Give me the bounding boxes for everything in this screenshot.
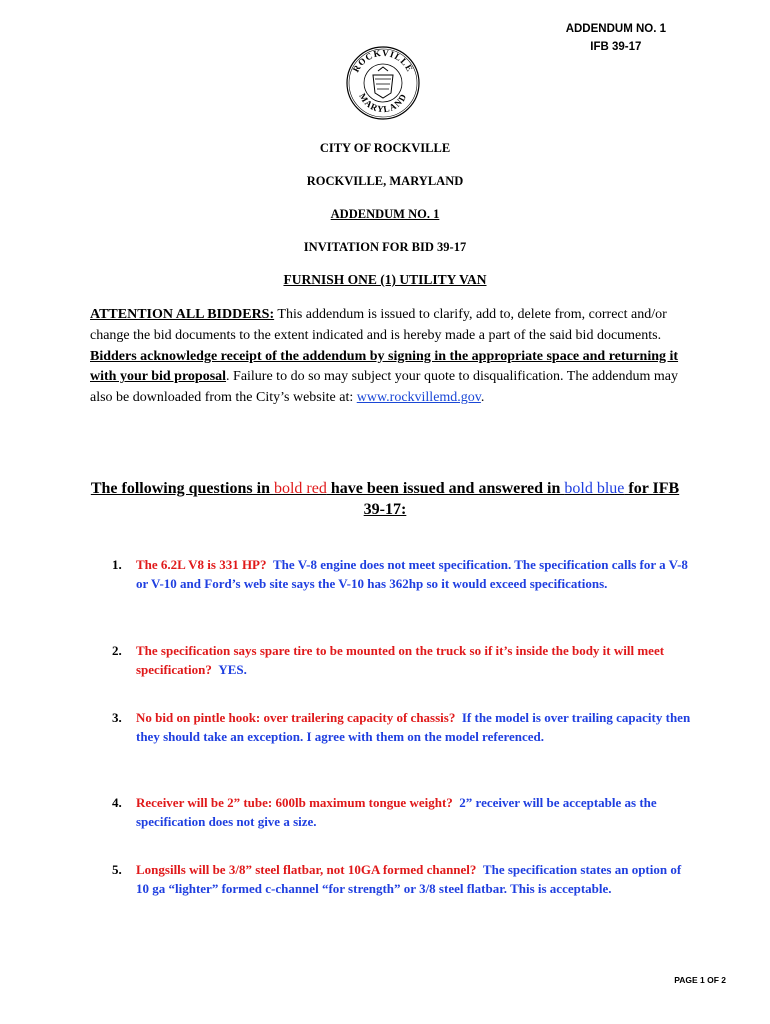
bid-subject: FURNISH ONE (1) UTILITY VAN xyxy=(283,272,487,287)
heading-part-2: have been issued and answered in xyxy=(326,480,565,497)
question-item-2 xyxy=(112,642,692,679)
answer-text: YES. xyxy=(218,661,247,677)
heading-bold-blue: bold blue xyxy=(564,480,625,497)
answer-text: 2” receiver will be acceptable as the specification does not give a size. xyxy=(136,795,657,829)
attention-text-1: This addendum is issued to clarify, add to, delete from, correct and/or change the bid documents to the extent indicated and is hereby made a part of the said bid documents. xyxy=(90,307,667,343)
city-location: ROCKVILLE, MARYLAND xyxy=(306,174,464,188)
attention-text-2: . Failure to do so may subject your quote to disqualification. The addendum may also be downloaded from the City’s website at: xyxy=(90,369,678,406)
answer-text: The V-8 engine does not meet specification. The specification calls for a V-8 or V-10 and Ford’s web site says the V-10 has 362hp so it would exceed specifications. xyxy=(136,557,688,591)
attention-paragraph xyxy=(90,305,690,409)
question-number: 4. xyxy=(112,795,122,810)
city-name: CITY OF ROCKVILLE xyxy=(319,141,451,155)
question-item-4 xyxy=(112,794,692,831)
question-item-3 xyxy=(112,709,692,746)
document-reference xyxy=(566,20,666,56)
question-text: Receiver will be 2” tube: 600lb maximum tongue weight? xyxy=(136,795,453,810)
svg-text:ROCKVILLE: ROCKVILLE xyxy=(350,47,416,74)
invitation-title: INVITATION FOR BID 39-17 xyxy=(303,240,467,254)
heading-part-3: for IFB 39-17 xyxy=(363,480,680,518)
question-number: 5. xyxy=(112,862,122,877)
city-website-link[interactable]: www.rockvillemd.gov xyxy=(356,390,481,406)
city-seal-logo xyxy=(345,45,421,121)
answer-text: The specification states an option of 10 ga “lighter” formed c-channel “for strength” or 3/8 steel flatbar. This is acceptable. xyxy=(136,862,682,896)
page-number: PAGE 1 OF 2 xyxy=(674,975,726,985)
question-text: No bid on pintle hook: over trailering capacity of chassis? xyxy=(136,710,456,725)
heading-part-1: The following questions in xyxy=(90,480,274,497)
questions-heading xyxy=(90,478,680,520)
question-text: The specification says spare tire to be mounted on the truck so if it’s inside the body it will meet specification? xyxy=(136,643,665,677)
acknowledge-instruction: Bidders acknowledge receipt of the addendum by signing in the appropriate space and returning it with your bid proposal xyxy=(90,348,679,385)
attention-end: . xyxy=(480,390,485,406)
question-item-5 xyxy=(112,861,692,898)
svg-text:MARYLAND: MARYLAND xyxy=(357,91,409,115)
question-number: 2. xyxy=(112,643,122,658)
heading-colon: : xyxy=(401,501,407,518)
question-text: Longsills will be 3/8” steel flatbar, not 10GA formed channel? xyxy=(136,862,477,877)
question-number: 1. xyxy=(112,557,122,572)
addendum-title: ADDENDUM NO. 1 xyxy=(330,207,440,221)
heading-bold-red: bold red xyxy=(273,480,327,497)
ifb-number: IFB 39-17 xyxy=(590,41,642,53)
question-text: The 6.2L V8 is 331 HP? xyxy=(136,557,267,572)
question-number: 3. xyxy=(112,710,122,725)
attention-label: ATTENTION ALL BIDDERS: xyxy=(90,307,275,322)
question-item-1 xyxy=(112,556,692,593)
answer-text: If the model is over trailing capacity then they should take an exception. I agree with them on the model referenced. xyxy=(136,710,691,744)
addendum-number: ADDENDUM NO. 1 xyxy=(565,23,666,35)
